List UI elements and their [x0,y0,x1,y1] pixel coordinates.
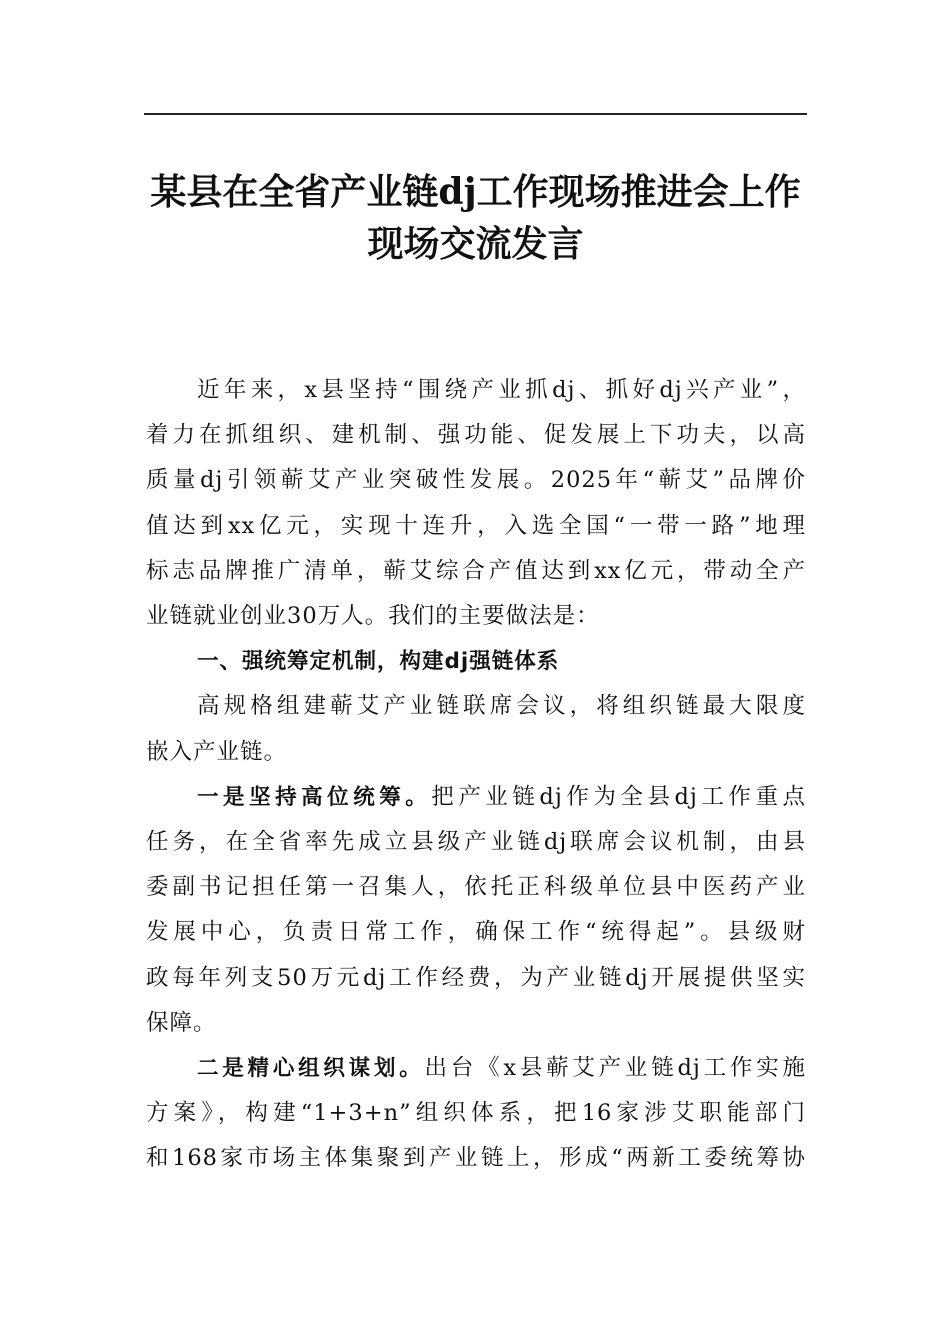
paragraph-line: 高规格组建蕲艾产业链联席会议，将组织链最大限度 [197,693,806,720]
paragraph-line: 发展中心，负责日常工作，确保工作“统得起”。县级财 [146,919,806,946]
paragraph-line: 和168家市场主体集聚到产业链上，形成“两新工委统筹协 [146,1145,806,1172]
title-line: 某县在全省产业链dj工作现场推进会上作 [150,171,801,213]
paragraph-line: 任务，在全省率先成立县级产业链dj联席会议机制，由县 [146,829,806,856]
paragraph-line: 嵌入产业链。 [146,738,288,765]
paragraph-line: 着力在抓组织、建机制、强功能、促发展上下功夫，以高 [146,422,806,449]
section-heading: 一、强统筹定机制，构建dj强链体系 [197,649,560,675]
paragraph-text: 把产业链dj作为全县dj工作重点 [431,783,806,810]
paragraph-line: 值达到xx亿元，实现十连升，入选全国“一带一路”地理 [146,512,806,539]
top-rule [144,113,807,115]
document-title [144,166,807,270]
paragraph-line [146,775,806,820]
paragraph-lead: 一是坚持高位统筹。 [197,784,432,810]
paragraph-line: 政每年列支50万元dj工作经费，为产业链dj开展提供坚实 [146,964,806,991]
paragraph-lead: 二是精心组织谋划。 [197,1056,425,1082]
title-line: 现场交流发言 [367,223,584,265]
paragraph-line: 标志品牌推广清单，蕲艾综合产值达到xx亿元，带动全产 [146,557,806,584]
paragraph-line: 业链就业创业30万人。我们的主要做法是： [146,603,600,630]
paragraph-line: 方案》，构建“1+3+n”组织体系，把16家涉艾职能部门 [146,1100,806,1127]
paragraph-line: 保障。 [146,1009,217,1036]
paragraph-line: 委副书记担任第一召集人，依托正科级单位县中医药产业 [146,874,806,901]
paragraph-text: 出台《x县蕲艾产业链dj工作实施 [424,1055,806,1082]
paragraph-line [146,1046,806,1091]
document-body [146,368,806,1182]
paragraph-line: 质量dj引领蕲艾产业突破性发展。2025年“蕲艾”品牌价 [146,467,806,494]
paragraph-line: 近年来，x县坚持“围绕产业抓dj、抓好dj兴产业”， [197,377,806,403]
